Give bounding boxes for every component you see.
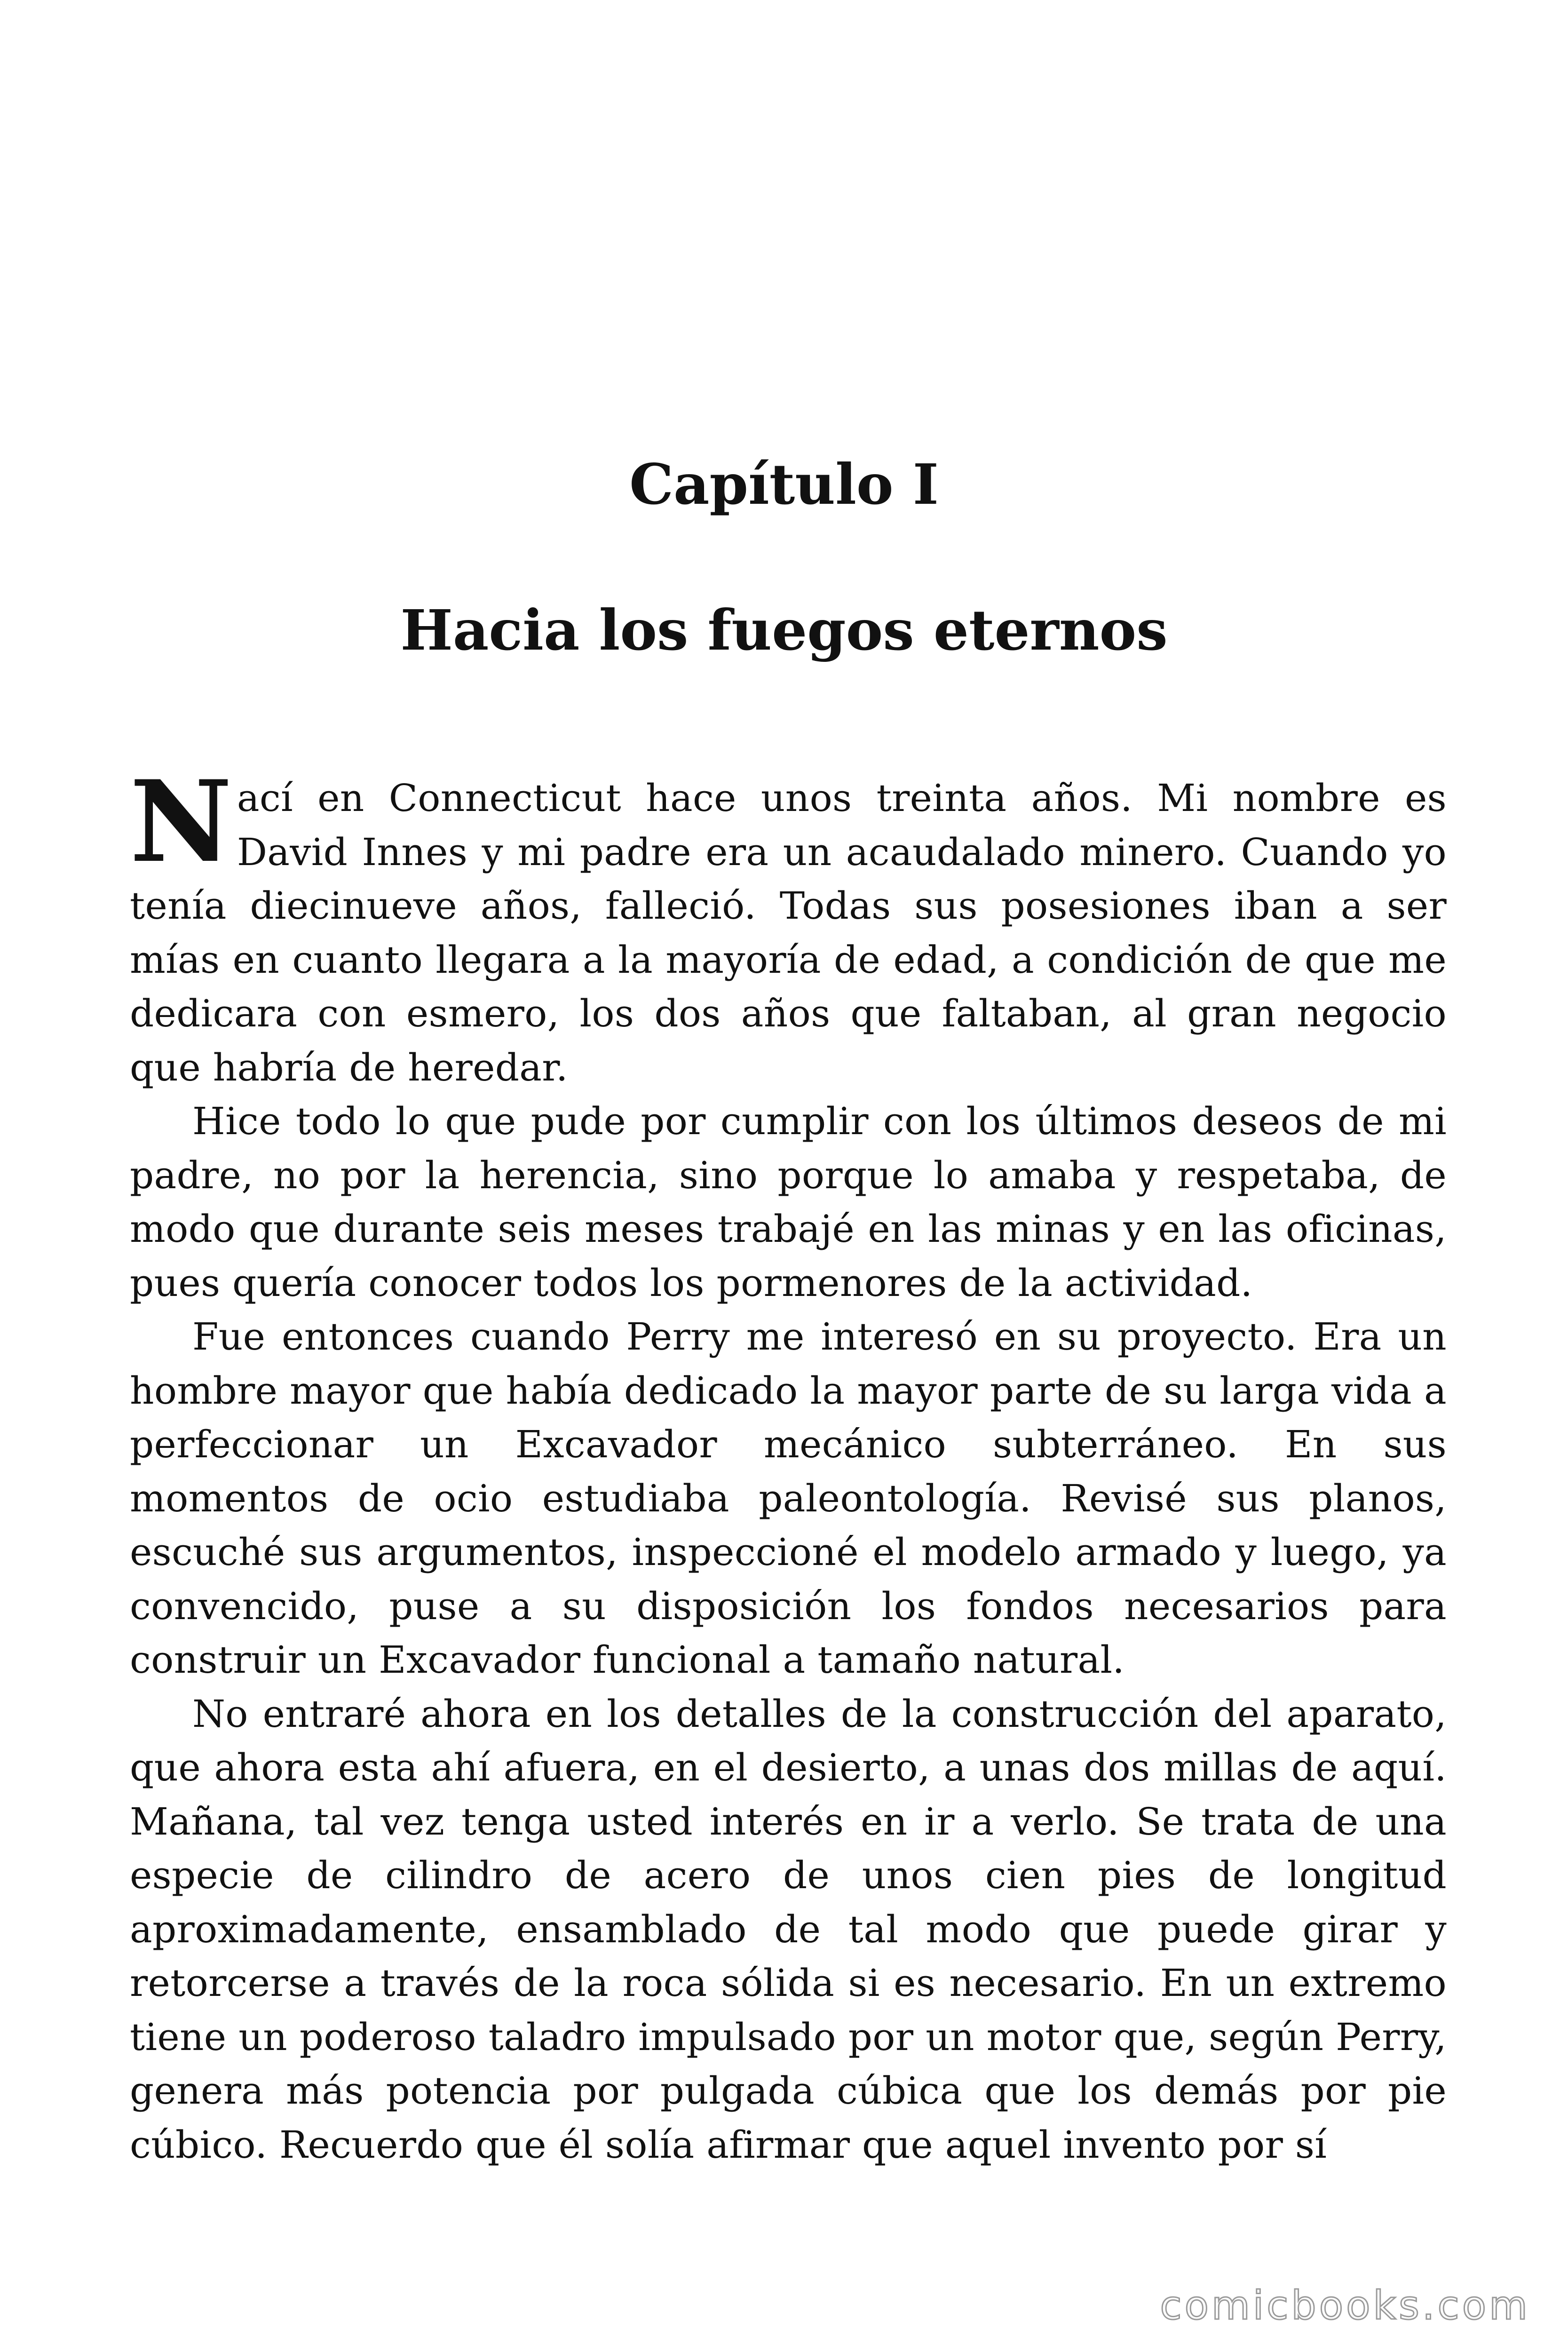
paragraph-3: Fue entonces cuando Perry me interesó en su proyecto. Era un hombre mayor que había dedicado la mayor parte de su larga vida a perfeccionar un Excavador mecánico subterráneo. En sus momentos de ocio estudiaba paleontología. Revisé sus planos, escuché sus argumentos, inspeccioné el modelo armado y luego, ya convencido, puse a su disposición los fondos necesarios para construir un Excavador funcional a tamaño natural.	[130, 1315, 1447, 1682]
paragraph-2: Hice todo lo que pude por cumplir con los últimos deseos de mi padre, no por la herencia, sino porque lo amaba y respetaba, de modo que durante seis meses trabajé en las minas y en las oficinas, pues quería conocer todos los pormenores de la actividad.	[130, 1099, 1447, 1305]
paragraph-1-text: ací en Connecticut hace unos treinta años. Mi nombre es David Innes y mi padre era un acaudalado minero. Cuando yo tenía diecinueve años, falleció. Todas sus posesiones iban a ser mías en cuanto llegara a la mayoría de edad, a condición de que me dedicara con esmero, los dos años que faltaban, al gran negocio que habría de heredar.	[130, 776, 1447, 1089]
chapter-label: Capítulo I	[629, 452, 939, 517]
drop-cap-letter: N	[130, 756, 232, 888]
body-text	[130, 756, 1447, 2172]
chapter-title: Hacia los fuegos eternos	[400, 597, 1168, 663]
watermark-logo: comicbooks.com	[1160, 2282, 1530, 2328]
paragraph-4: No entraré ahora en los detalles de la construcción del aparato, que ahora esta ahí afuera, en el desierto, a unas dos millas de aquí. Mañana, tal vez tenga usted interés en ir a verlo. Se trata de una especie de cilindro de acero de unos cien pies de longitud aproximadamente, ensamblado de tal modo que puede girar y retorcerse a través de la roca sólida si es necesario. En un extremo tiene un poderoso taladro impulsado por un motor que, según Perry, genera más potencia por pulgada cúbica que los demás por pie cúbico. Recuerdo que él solía afirmar que aquel invento por sí	[130, 1692, 1447, 2167]
paragraph-1	[130, 756, 1447, 1095]
